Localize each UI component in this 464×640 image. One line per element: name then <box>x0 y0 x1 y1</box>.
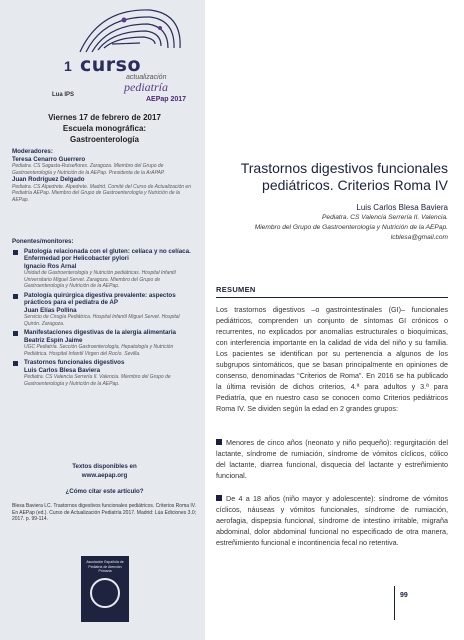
abstract-heading: RESUMEN <box>216 285 256 294</box>
publisher-emblem-icon <box>90 578 120 608</box>
speaker-name: Ignacio Ros Arnal <box>24 262 77 270</box>
author-affiliation: Miembro del Grupo de Gastroenterología y Nutrición de la AEPap. <box>254 224 448 231</box>
texts-label: Textos disponibles en <box>72 463 137 470</box>
logo-ips: Lua IPS <box>52 92 75 98</box>
speaker-affiliation: Servicio de Cirugía Pediátrica. Hospital Infantil Miguel Servet. Hospital Quirón. Zaragoza. <box>24 314 180 327</box>
session-topic: Gastroenterología <box>70 135 139 144</box>
session-date-block <box>12 112 197 145</box>
logo-line4: AEPap 2017 <box>146 96 187 103</box>
abstract-paragraph: Los trastornos digestivos –o gastrointestinales (GI)– funcionales pediátricos, comprenden un conjunto de síntomas GI crónicos o recurrentes, no explicados por anomalías estructurales o bioquímicas, con interferencia importante en la calidad de vida del niño y su familia. Los pacientes se identifican por su pertenencia a algunos de los subgrupos sintomáticos, que se basan principalmente en opiniones de consenso, denominadas “Criterios de Roma”. En 2016 se ha publicado la última revisión de dichos criterios, 4.ª para adultos y 3.ª para Pediatría, que en nuestro caso se conocen como Criterios pediátricos Roma IV. Se dividen según la edad en 2 grandes grupos: <box>216 305 448 413</box>
speaker-name: Juan Elías Pollina <box>24 306 77 314</box>
talk-item <box>12 248 197 290</box>
square-bullet-icon <box>13 294 18 299</box>
bullet-text: Menores de cinco años (neonato y niño pequeño): regurgitación del lactante, síndrome de rumiación, síndrome de vómitos cíclicos, cólico del lactante, diarrea funcional, disquecia del lactante y estreñimiento funcional. <box>216 438 448 480</box>
moderators-block <box>12 148 197 203</box>
talk-title: Patología relacionada con el gluten: celíaca y no celíaca. Enfermedad por Helicobacter pylori <box>24 247 191 262</box>
speaker-affiliation: Unidad de Gastroenterología y Nutrición pediátricas. Hospital Infantil Universitario Miguel Servet. Zaragoza. Miembro del Grupo de Gastroenterología y Nutrición de la AEPap. <box>24 270 176 289</box>
speaker-affiliation: Pediatra. CS Valencia Serrería II. Valencia. Miembro del Grupo de Gastroenterología y Nutrición de la AEPap. <box>24 374 171 387</box>
speaker-name: Luis Carlos Blesa Baviera <box>24 366 101 374</box>
session-type: Escuela monográfica: <box>62 124 147 133</box>
author-email[interactable]: lcblesa@gmail.com <box>390 234 448 241</box>
talk-title: Manifestaciones digestivas de la alergia alimentaria <box>24 329 177 336</box>
logo-line2: actualización <box>126 74 167 81</box>
moderator-name: Teresa Cenarro Guerrero <box>12 155 86 163</box>
publisher-logo-text: Asociación Española de Pediatría de Atención Primaria <box>86 560 124 573</box>
sidebar <box>0 0 205 640</box>
talk-title: Trastornos funcionales digestivos <box>24 359 125 366</box>
course-logo <box>52 0 195 108</box>
website-link[interactable]: www.aepap.org <box>81 471 128 479</box>
bullet-text: De 4 a 18 años (niño mayor y adolescente): síndrome de vómitos cíclicos, náuseas y vómitos funcionales, síndrome de rumiación, aerofagia, dispepsia funcional, síndrome de intestino irritable, migraña abdominal, dolor abdominal funcional no especificado de otra manera, estreñimiento funcional e incontinencia fecal no retentiva. <box>216 494 448 547</box>
logo-number: 1 <box>64 58 72 74</box>
square-bullet-icon <box>216 495 222 501</box>
author-block <box>216 203 448 243</box>
talk-item <box>12 359 197 387</box>
talk-title: Patología quirúrgica digestiva prevalente: aspectos prácticos para el pediatra de AP <box>24 291 176 306</box>
abstract-divider <box>216 297 448 298</box>
speaker-name: Beatriz Espín Jaime <box>24 336 83 344</box>
square-bullet-icon <box>13 331 18 336</box>
page-number-rule <box>394 586 395 620</box>
citation-text: Blesa Baviera LC. Trastornos digestivos funcionales pediátricos. Criterios Roma IV. En AEPap (ed.). Curso de Actualización Pediatría 2017. Madrid: Lúa Ediciones 3.0; 2017. p. 99-114. <box>12 503 197 523</box>
moderator-affiliation: Pediatra. CS Sagasta-Ruiseñores. Zaragoza. Miembro del Grupo de Gastroenterología y Nutrición de la AEPap. Presidenta de la ArAPAP. <box>12 163 165 176</box>
speaker-affiliation: UGC Pediatría. Sección Gastroenterología, Hepatología y Nutrición Pediátrica. Hospital Infantil Virgen del Rocío. Sevilla. <box>24 344 174 357</box>
page-number: 99 <box>400 592 408 599</box>
publisher-logo <box>81 556 129 622</box>
square-bullet-icon <box>13 361 18 366</box>
author-affiliation: Pediatra. CS Valencia Serrería II. Valencia. <box>322 214 448 221</box>
logo-word: curso <box>80 54 142 76</box>
speakers-title: Ponentes/monitores: <box>12 238 74 245</box>
talk-item <box>12 292 197 328</box>
moderator-affiliation: Pediatra. CS Alpedrete. Alpedrete. Madrid. Comité del Curso de Actualización en Pediatría AEPap. Miembro del Grupo de Gastroenterología y Nutrición de la AEPap. <box>12 183 191 203</box>
talk-item <box>12 329 197 357</box>
abstract-bullet <box>216 493 448 548</box>
abstract-bullet <box>216 437 448 481</box>
website-block <box>12 463 197 480</box>
moderators-title: Moderadores: <box>12 148 53 155</box>
moderator-name: Juan Rodríguez Delgado <box>12 176 85 183</box>
cite-question: ¿Cómo citar este artículo? <box>65 488 144 495</box>
session-date: Viernes 17 de febrero de 2017 <box>48 113 161 122</box>
square-bullet-icon <box>13 250 18 255</box>
logo-line3: pediatría <box>124 80 168 94</box>
author-name: Luis Carlos Blesa Baviera <box>356 203 448 212</box>
article-title: Trastornos digestivos funcionales pediátricos. Criterios Roma IV <box>240 160 448 193</box>
speakers-block <box>12 238 197 387</box>
square-bullet-icon <box>216 439 222 445</box>
